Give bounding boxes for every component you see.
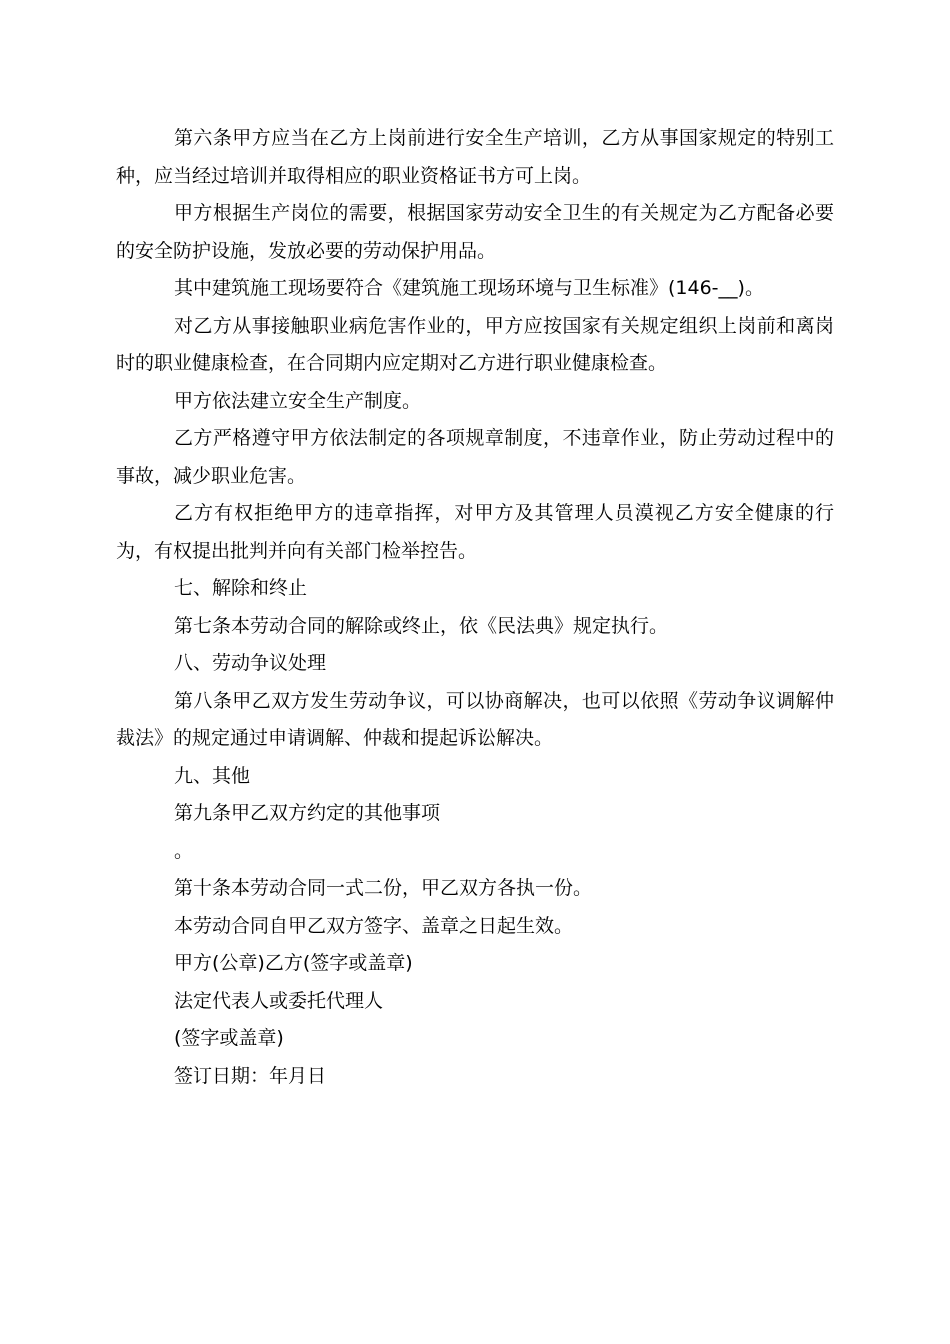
heading-section-9: 九、其他 [174, 764, 251, 787]
paragraph-safety-system: 甲方依法建立安全生产制度。 [174, 389, 422, 412]
paragraph-article-10: 第十条本劳动合同一式二份，甲乙双方各执一份。 [174, 877, 593, 899]
paragraph-article-7: 第七条本劳动合同的解除或终止，依《民法典》规定执行。 [174, 614, 669, 637]
paragraph-refuse-violations: 乙方有权拒绝甲方的违章指挥，对甲方及其管理人员漠视乙方安全健康的行为，有权提出批判并向有关部门检举控告。 [116, 502, 834, 562]
signature-representative: 法定代表人或委托代理人 [174, 989, 384, 1012]
paragraph-protective-equipment: 甲方根据生产岗位的需要，根据国家劳动安全卫生的有关规定为乙方配备必要的安全防护设施，发放必要的劳动保护用品。 [116, 202, 834, 262]
paragraph-article-8: 第八条甲乙双方发生劳动争议，可以协商解决，也可以依照《劳动争议调解仲裁法》的规定通过申请调解、仲裁和提起诉讼解决。 [116, 689, 834, 749]
paragraph-article-6-training: 第六条甲方应当在乙方上岗前进行安全生产培训，乙方从事国家规定的特别工种，应当经过培训并取得相应的职业资格证书方可上岗。 [116, 127, 834, 187]
paragraph-article-9-end: 。 [174, 839, 194, 862]
signing-date: 签订日期：年月日 [174, 1064, 327, 1087]
heading-section-7: 七、解除和终止 [174, 577, 308, 599]
signature-sign-or-seal: (签字或盖章) [174, 1027, 284, 1049]
heading-section-8: 八、劳动争议处理 [174, 652, 327, 674]
paragraph-comply-rules: 乙方严格遵守甲方依法制定的各项规章制度，不违章作业，防止劳动过程中的事故，减少职业危害。 [116, 427, 834, 487]
paragraph-article-9: 第九条甲乙双方约定的其他事项 [174, 802, 441, 824]
paragraph-health-check: 对乙方从事接触职业病危害作业的，甲方应按国家有关规定组织上岗前和离岗时的职业健康检查，在合同期内应定期对乙方进行职业健康检查。 [116, 314, 834, 374]
paragraph-effective: 本劳动合同自甲乙双方签字、盖章之日起生效。 [174, 914, 574, 937]
signature-parties: 甲方(公章)乙方(签字或盖章) [174, 952, 413, 974]
paragraph-construction-standard: 其中建筑施工现场要符合《建筑施工现场环境与卫生标准》(146-__)。 [174, 277, 764, 299]
